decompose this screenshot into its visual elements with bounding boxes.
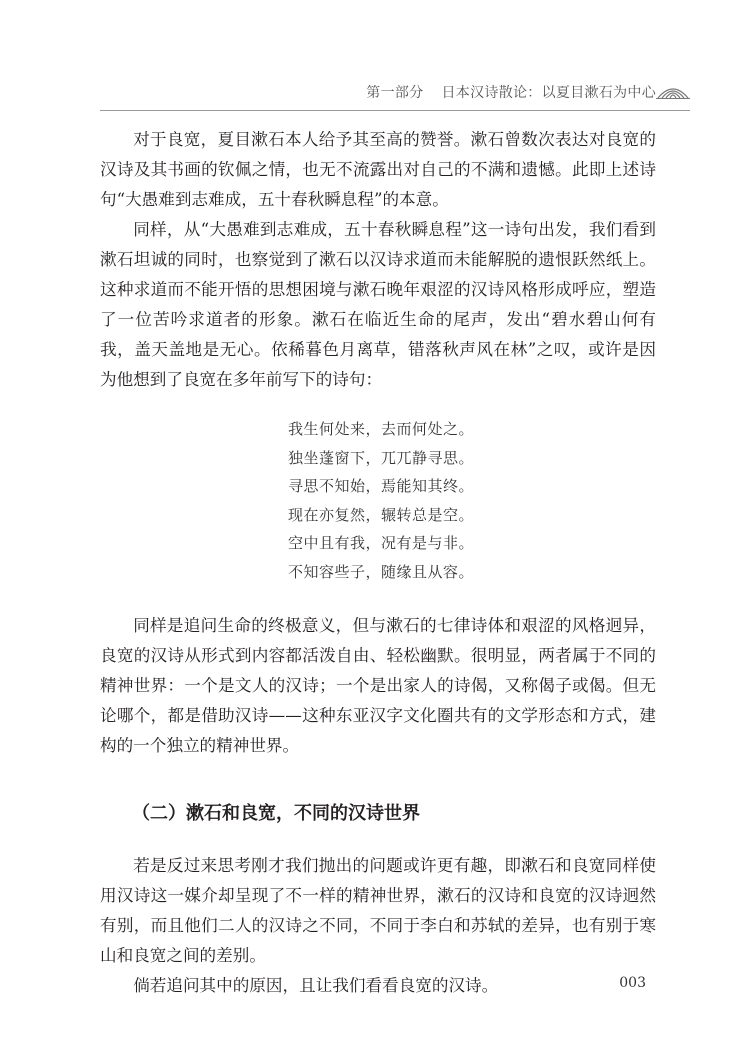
header-text xyxy=(366,82,656,102)
poem-line: 寻思不知始，焉能知其终。 xyxy=(288,477,475,496)
poem-line: 不知容些子，随缘且从容。 xyxy=(288,562,475,581)
section-heading: （二）漱石和良宽，不同的汉诗世界 xyxy=(132,802,420,824)
header-part: 第一部分 xyxy=(366,85,424,101)
poem-line: 空中且有我，况有是与非。 xyxy=(288,534,475,553)
header-divider xyxy=(100,110,690,111)
page-number: 003 xyxy=(619,975,646,991)
running-header xyxy=(0,78,750,108)
poem-block xyxy=(100,415,656,587)
poem-line: 独坐蓬窗下，兀兀静寻思。 xyxy=(288,448,475,467)
poem-line: 我生何处来，去而何处之。 xyxy=(288,420,475,438)
paragraph-1: 对于良宽，夏目漱石本人给予其至高的赞誉。漱石曾数次表达对良宽的汉诗及其书画的钦佩之情，也无不流露出对自己的不满和遗憾。此即上述诗句“大愚难到志难成，五十春秋瞬息程”的本意。 xyxy=(100,130,656,209)
page-body xyxy=(100,125,656,1001)
poem-line: 现在亦复然，辗转总是空。 xyxy=(288,505,475,524)
paragraph-2: 同样，从“大愚难到志难成，五十春秋瞬息程”这一诗句出发，我们看到漱石坦诚的同时，也察觉到了漱石以汉诗求道而未能解脱的遗恨跃然纸上。这种求道而不能开悟的思想困境与漱石晚年艰涩的汉诗风格形成呼应，塑造了一位苦吟求道者的形象。漱石在临近生命的尾声，发出“碧水碧山何有我，盖天盖地是无心。依稀暮色月离草，错落秋声风在林”之叹，或许是因为他想到了良宽在多年前写下的诗句： xyxy=(100,220,656,389)
paragraph-3: 同样是追问生命的终极意义，但与漱石的七律诗体和艰涩的风格迥异，良宽的汉诗从形式到内容都活泼自由、轻松幽默。很明显，两者属于不同的精神世界：一个是文人的汉诗；一个是出家人的诗偈，又称偈子或偈。但无论哪个，都是借助汉诗——这种东亚汉字文化圈共有的文学形态和方式，建构的一个独立的精神世界。 xyxy=(100,615,656,755)
paragraph-5: 倘若追问其中的原因，且让我们看看良宽的汉诗。 xyxy=(133,975,499,995)
header-title: 日本汉诗散论：以夏目漱石为中心 xyxy=(441,85,656,101)
wave-ornament-icon xyxy=(656,78,690,102)
paragraph-4: 若是反过来思考刚才我们抛出的问题或许更有趣，即漱石和良宽同样使用汉诗这一媒介却呈现了不一样的精神世界，漱石的汉诗和良宽的汉诗迥然有别，而且他们二人的汉诗之不同，不同于李白和苏轼的差异，也有别于寒山和良宽之间的差别。 xyxy=(100,855,656,965)
